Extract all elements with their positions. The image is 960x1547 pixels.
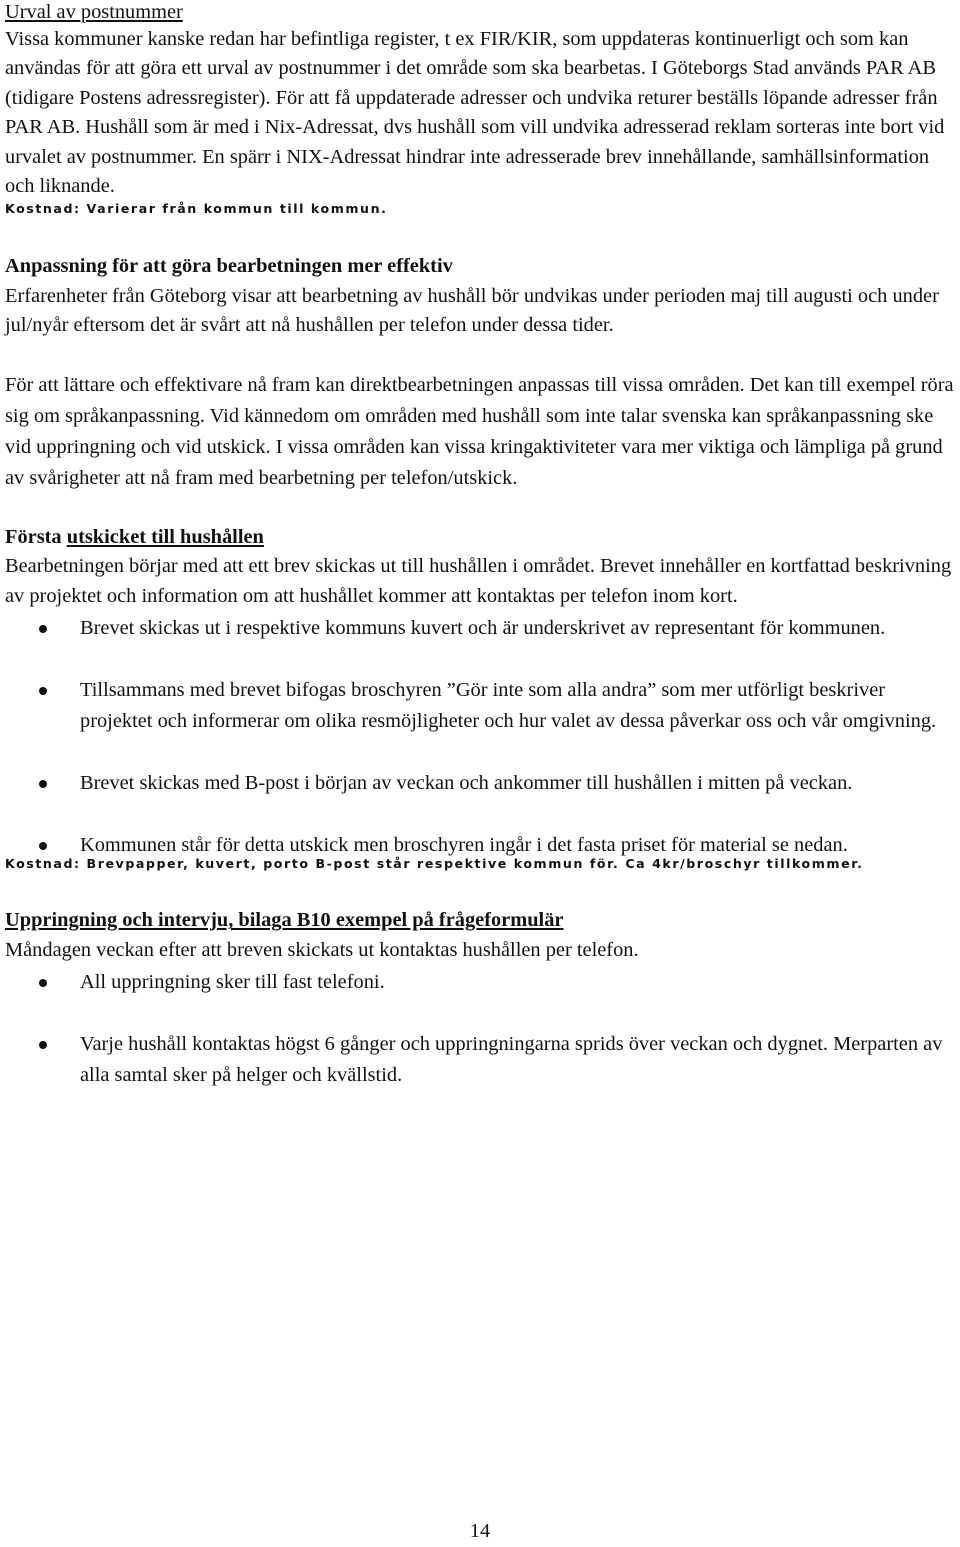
bullet-icon: [39, 979, 47, 987]
bullet-list: [5, 613, 955, 861]
list-item: [5, 675, 955, 737]
bullet-icon: [39, 780, 47, 788]
list-item: [5, 967, 955, 998]
section-heading-part-underlined: utskicket till hushållen: [66, 525, 264, 548]
section-urval-av-postnummer: [5, 0, 955, 218]
section-heading: Urval av postnummer: [5, 1, 183, 23]
section-heading: [5, 523, 955, 553]
bullet-icon: [39, 1041, 47, 1049]
section-forsta-utskicket: [5, 523, 955, 874]
list-item-text: Kommunen står för detta utskick men broschyren ingår i det fasta priset för material se nedan.: [80, 834, 848, 857]
list-item: [5, 768, 955, 799]
cost-note: Kostnad: Varierar från kommun till kommun.: [5, 201, 388, 217]
section-heading: Uppringning och intervju, bilaga B10 exempel på frågeformulär: [5, 909, 564, 932]
list-item: [5, 830, 955, 861]
list-item: [5, 613, 955, 644]
section-heading-part: Första: [5, 525, 67, 548]
body-paragraph: Vissa kommuner kanske redan har befintliga register, t ex FIR/KIR, som uppdateras kontinuerligt och som kan användas för att göra ett urval av postnummer i det område som ska bearbetas. I Göteborgs Stad används PAR AB (tidigare Postens adressregister). För att få uppdaterade adresser och undvika returer beställs löpande adresser från PAR AB. Hushåll som är med i Nix-Adressat, dvs hushåll som vill undvika adresserad reklam sorteras inte bort vid urvalet av postnummer. En spärr i NIX-Adressat hindrar inte adresserade brev innehållande, samhällsinformation och liknande.: [5, 28, 945, 198]
document-page: [5, 0, 955, 1091]
body-paragraph: För att lättare och effektivare nå fram kan direktbearbetningen anpassas till vissa områden. Det kan till exempel röra sig om språkanpassning. Vid kännedom om områden med hushåll som inte talar svenska kan språkanpassning ske vid uppringning och vid utskick. I vissa områden kan vissa kringaktiviteter vara mer viktiga och lämpliga på grund av svårigheter att nå fram med bearbetning per telefon/utskick.: [5, 373, 954, 489]
bullet-icon: [39, 687, 47, 695]
cost-note: Kostnad: Brevpapper, kuvert, porto B-post står respektive kommun för. Ca 4kr/broschyr tillkommer.: [5, 856, 864, 872]
body-paragraph: Erfarenheter från Göteborg visar att bearbetning av hushåll bör undvikas under perioden maj till augusti och under jul/nyår eftersom det är svårt att nå hushållen per telefon under dessa tider.: [5, 284, 939, 337]
section-uppringning: [5, 906, 955, 1091]
list-item-text: Brevet skickas med B-post i början av veckan och ankommer till hushållen i mitten på veckan.: [80, 772, 853, 795]
bullet-list: [5, 967, 955, 1091]
list-item: [5, 1029, 955, 1091]
page-number: 14: [469, 1520, 491, 1542]
bullet-icon: [39, 625, 47, 633]
section-anpassning: [5, 252, 955, 494]
list-item-text: Tillsammans med brevet bifogas broschyren ”Gör inte som alla andra” som mer utförligt beskriver projektet och informerar om olika resmöjligheter och hur valet av dessa påverkar oss och vår omgivning.: [80, 679, 937, 733]
list-item-text: Brevet skickas ut i respektive kommuns kuvert och är underskrivet av representant för kommunen.: [80, 617, 886, 640]
list-item-text: Varje hushåll kontaktas högst 6 gånger och uppringningarna sprids över veckan och dygnet. Merparten av alla samtal sker på helger och kvällstid.: [80, 1033, 943, 1087]
section-heading: Anpassning för att göra bearbetningen mer effektiv: [5, 255, 453, 278]
body-paragraph: Bearbetningen börjar med att ett brev skickas ut till hushållen i området. Brevet innehåller en kortfattad beskrivning av projektet och information om att hushållet kommer att kontaktas per telefon inom kort.: [5, 555, 952, 607]
body-paragraph: Måndagen veckan efter att breven skickats ut kontaktas hushållen per telefon.: [5, 938, 639, 961]
list-item-text: All uppringning sker till fast telefoni.: [80, 971, 385, 994]
bullet-icon: [39, 842, 47, 850]
